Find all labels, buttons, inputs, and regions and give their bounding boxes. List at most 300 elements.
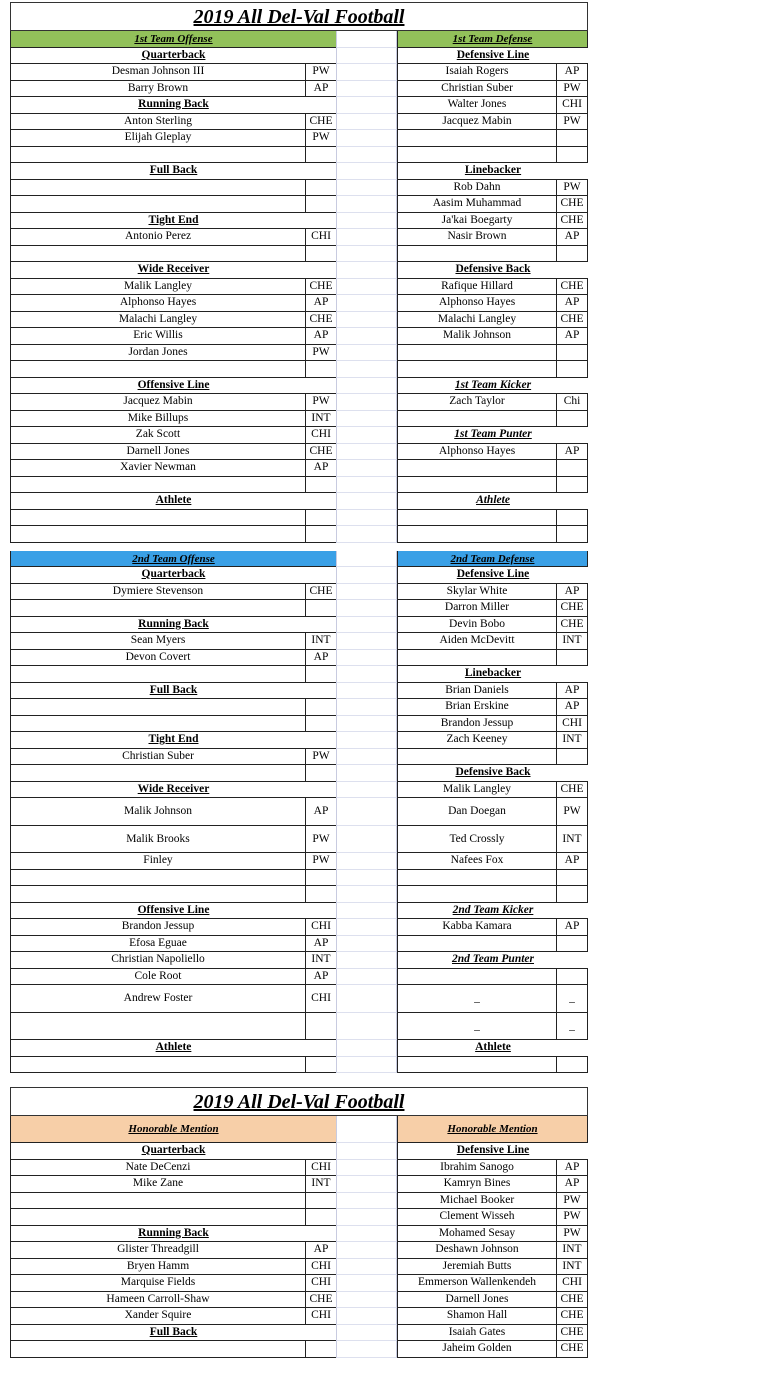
school-right [556,477,588,494]
player-name-left [10,1057,305,1074]
school-right: AP [556,584,588,601]
school-left: AP [305,1242,336,1259]
player-name-right [397,526,556,543]
school-left: CHI [305,1275,336,1292]
player-name-right: Aasim Muhammad [397,196,556,213]
spacer [336,262,397,279]
spacer [336,952,397,969]
spacer [336,477,397,494]
player-name-left: Elijah Gleplay [10,130,305,147]
school-left: CHI [305,1308,336,1325]
player-name-right: Isaiah Rogers [397,64,556,81]
school-left [305,526,336,543]
player-name-right: 1st Team Kicker [397,378,588,395]
school-right [556,130,588,147]
spacer [336,229,397,246]
player-name-left: Sean Myers [10,633,305,650]
spacer [336,1341,397,1358]
school-left: CHI [305,919,336,936]
table-row [10,312,588,329]
table-row [10,163,588,180]
player-name-right: Defensive Back [397,765,588,782]
player-name-left: Dymiere Stevenson [10,584,305,601]
table-row [10,903,588,920]
player-name-right: Nasir Brown [397,229,556,246]
table-row [10,196,588,213]
spacer [336,853,397,870]
school-right: _ [556,1013,588,1041]
section-header-right: 2nd Team Defense [397,551,588,568]
player-name-left: Offensive Line [10,903,336,920]
school-left: AP [305,460,336,477]
school-right: CHI [556,97,588,114]
table-row [10,567,588,584]
school-right [556,246,588,263]
school-left: PW [305,394,336,411]
table-row [10,262,588,279]
school-right: AP [556,1176,588,1193]
player-name-left: Bryen Hamm [10,1259,305,1276]
player-name-left [10,1193,305,1210]
school-left [305,600,336,617]
player-name-left: Finley [10,853,305,870]
school-right: INT [556,633,588,650]
spacer [336,444,397,461]
table-row [10,345,588,362]
table-row [10,952,588,969]
player-name-left: Andrew Foster [10,985,305,1013]
spacer [336,48,397,65]
player-name-right [397,749,556,766]
table-row [10,378,588,395]
school-right [556,510,588,527]
player-name-left [10,1341,305,1358]
spacer [336,97,397,114]
school-right: CHE [556,213,588,230]
spacer [336,510,397,527]
spacer [336,798,397,826]
section-header-row [10,1116,588,1143]
table-row [10,1193,588,1210]
spacer [336,1226,397,1243]
spacer [336,600,397,617]
player-name-right: Mohamed Sesay [397,1226,556,1243]
table-row [10,749,588,766]
player-name-left: Tight End [10,732,336,749]
player-name-left: Tight End [10,213,336,230]
spacer [336,1209,397,1226]
player-name-right: Clement Wisseh [397,1209,556,1226]
table-row [10,295,588,312]
school-right: PW [556,81,588,98]
spacer [336,147,397,164]
spacer [336,1143,397,1160]
player-name-right: Defensive Line [397,48,588,65]
table-row [10,798,588,826]
school-left: CHE [305,1292,336,1309]
table-row [10,985,588,1013]
spacer [336,163,397,180]
page-title: 2019 All Del-Val Football [10,2,588,31]
player-name-left: Efosa Eguae [10,936,305,953]
school-left: AP [305,936,336,953]
spacer [336,617,397,634]
school-right [556,650,588,667]
table-row [10,48,588,65]
spacer [336,130,397,147]
school-right: AP [556,328,588,345]
player-name-right: Alphonso Hayes [397,444,556,461]
player-name-right: Ibrahim Sanogo [397,1160,556,1177]
table-row [10,97,588,114]
player-name-left: Full Back [10,163,336,180]
school-left [305,1193,336,1210]
table-row [10,229,588,246]
school-left [305,180,336,197]
player-name-left: Wide Receiver [10,782,336,799]
school-right [556,361,588,378]
player-name-right: Brian Daniels [397,683,556,700]
school-right [556,147,588,164]
player-name-right: Jeremiah Butts [397,1259,556,1276]
table-row [10,1308,588,1325]
school-left [305,666,336,683]
school-left [305,765,336,782]
table-row [10,765,588,782]
section-header-row [10,551,588,568]
player-name-right: Linebacker [397,666,588,683]
table-row [10,1226,588,1243]
player-name-right: Isaiah Gates [397,1325,556,1342]
table-row [10,584,588,601]
player-name-right: Brian Erskine [397,699,556,716]
player-name-left: Xavier Newman [10,460,305,477]
table-row [10,279,588,296]
player-name-left: Christian Napoliello [10,952,305,969]
player-name-left: Running Back [10,617,336,634]
school-right: PW [556,1226,588,1243]
player-name-right: Jaheim Golden [397,1341,556,1358]
school-left: CHE [305,312,336,329]
spacer [336,213,397,230]
table-row [10,147,588,164]
player-name-left: Full Back [10,683,336,700]
school-left: PW [305,853,336,870]
school-right: AP [556,919,588,936]
school-left: AP [305,650,336,667]
spacer [336,394,397,411]
spacer [336,411,397,428]
player-name-right [397,246,556,263]
player-name-right [397,870,556,887]
table-row [10,666,588,683]
table-row [10,64,588,81]
player-name-right: Malik Langley [397,782,556,799]
table-row [10,1013,588,1041]
player-name-left: Barry Brown [10,81,305,98]
school-right: AP [556,683,588,700]
table-row [10,114,588,131]
table-row [10,969,588,986]
spacer [336,903,397,920]
table-row [10,1209,588,1226]
player-name-left: Quarterback [10,567,336,584]
player-name-right: Ja'kai Boegarty [397,213,556,230]
school-left: CHE [305,584,336,601]
player-name-right [397,345,556,362]
player-name-right: 2nd Team Punter [397,952,588,969]
school-right: AP [556,444,588,461]
school-right [556,460,588,477]
spacer [336,782,397,799]
school-right: PW [556,1209,588,1226]
spacer [336,1275,397,1292]
school-right: INT [556,1259,588,1276]
player-name-right: Brandon Jessup [397,716,556,733]
player-name-left [10,699,305,716]
spacer [336,246,397,263]
player-name-left [10,716,305,733]
school-left: AP [305,81,336,98]
table-row [10,1325,588,1342]
school-right: PW [556,798,588,826]
player-name-right: Deshawn Johnson [397,1242,556,1259]
player-name-right: Malachi Langley [397,312,556,329]
school-left [305,1013,336,1041]
school-left: INT [305,1176,336,1193]
spacer [336,1160,397,1177]
table-row [10,1160,588,1177]
player-name-right: Zach Keeney [397,732,556,749]
player-name-right: Devin Bobo [397,617,556,634]
player-name-right: Skylar White [397,584,556,601]
school-left: PW [305,64,336,81]
table-row [10,493,588,510]
player-name-left: Jordan Jones [10,345,305,362]
player-name-right: 1st Team Punter [397,427,588,444]
player-name-left: Malachi Langley [10,312,305,329]
player-name-right: 2nd Team Kicker [397,903,588,920]
spacer [336,1292,397,1309]
spacer [336,1325,397,1342]
spacer [336,969,397,986]
school-right: AP [556,229,588,246]
school-left: PW [305,130,336,147]
player-name-left [10,147,305,164]
school-left [305,1341,336,1358]
spacer [336,985,397,1013]
school-left: CHE [305,114,336,131]
spacer [336,1308,397,1325]
player-name-right: Kabba Kamara [397,919,556,936]
spacer [336,870,397,887]
table-row [10,130,588,147]
spacer [336,81,397,98]
table-row [10,180,588,197]
school-left: CHI [305,229,336,246]
spacer [336,633,397,650]
spacer [336,1259,397,1276]
table-row [10,394,588,411]
player-name-left: Nate DeCenzi [10,1160,305,1177]
school-right: CHE [556,600,588,617]
section-header-right: Honorable Mention [397,1116,588,1143]
player-name-left: Running Back [10,97,336,114]
school-left: PW [305,826,336,854]
player-name-right: Shamon Hall [397,1308,556,1325]
player-name-right: Jacquez Mabin [397,114,556,131]
player-name-right: Kamryn Bines [397,1176,556,1193]
school-left: INT [305,952,336,969]
player-name-right: Rob Dahn [397,180,556,197]
player-name-left: Quarterback [10,1143,336,1160]
school-right: CHE [556,1308,588,1325]
spacer [336,749,397,766]
player-name-left: Xander Squire [10,1308,305,1325]
player-name-left: Christian Suber [10,749,305,766]
player-name-right: Nafees Fox [397,853,556,870]
school-right: CHE [556,617,588,634]
school-right [556,936,588,953]
spacer [336,64,397,81]
spacer [336,666,397,683]
player-name-left [10,600,305,617]
spacer [336,361,397,378]
school-left: CHE [305,444,336,461]
spacer [336,1116,397,1143]
player-name-left [10,1013,305,1041]
school-left [305,477,336,494]
spacer [336,1176,397,1193]
spacer [336,493,397,510]
player-name-right: Ted Crossly [397,826,556,854]
table-row [10,1057,588,1074]
player-name-left: Offensive Line [10,378,336,395]
school-right: AP [556,64,588,81]
player-name-right [397,411,556,428]
table-row [10,1242,588,1259]
school-left [305,699,336,716]
school-left: PW [305,345,336,362]
section-header-right: 1st Team Defense [397,31,588,48]
table-row [10,699,588,716]
school-left [305,716,336,733]
school-right [556,1057,588,1074]
player-name-left: Hameen Carroll-Shaw [10,1292,305,1309]
school-left: CHI [305,1160,336,1177]
player-name-right: Emmerson Wallenkendeh [397,1275,556,1292]
table-row [10,617,588,634]
table-row [10,1143,588,1160]
spacer [336,460,397,477]
school-right [556,969,588,986]
player-name-right [397,1057,556,1074]
section-header-left: 2nd Team Offense [10,551,336,568]
school-left: AP [305,969,336,986]
table-row [10,919,588,936]
school-left [305,147,336,164]
player-name-left: Jacquez Mabin [10,394,305,411]
school-left: INT [305,411,336,428]
table-row [10,510,588,527]
player-name-right [397,969,556,986]
spacer [336,936,397,953]
section-header-row [10,31,588,48]
spacer [336,567,397,584]
table-row [10,650,588,667]
player-name-left: Athlete [10,1040,336,1057]
spacer [336,295,397,312]
spacer [336,114,397,131]
spacer [336,826,397,854]
player-name-left: Eric Willis [10,328,305,345]
player-name-right [397,510,556,527]
table-row [10,600,588,617]
spacer [336,716,397,733]
player-name-left: Quarterback [10,48,336,65]
player-name-left: Athlete [10,493,336,510]
school-left: PW [305,749,336,766]
school-left [305,1209,336,1226]
school-right: AP [556,853,588,870]
table-row [10,444,588,461]
player-name-left [10,1209,305,1226]
table-row [10,411,588,428]
school-right: INT [556,826,588,854]
spacer [336,279,397,296]
table-row [10,246,588,263]
school-left [305,870,336,887]
school-left: AP [305,328,336,345]
table-row [10,1292,588,1309]
table-row [10,427,588,444]
player-name-right: Aiden McDevitt [397,633,556,650]
school-right [556,886,588,903]
player-name-left: Devon Covert [10,650,305,667]
school-right: CHE [556,1341,588,1358]
player-name-left [10,886,305,903]
player-name-left: Malik Langley [10,279,305,296]
player-name-left: Zak Scott [10,427,305,444]
player-name-left [10,870,305,887]
spacer [336,31,397,48]
table-row [10,526,588,543]
player-name-left: Mike Billups [10,411,305,428]
table-row [10,716,588,733]
school-right [556,870,588,887]
player-name-right: Malik Johnson [397,328,556,345]
school-right [556,749,588,766]
player-name-right: Linebacker [397,163,588,180]
player-name-left [10,477,305,494]
spacer [336,1057,397,1074]
player-name-left: Brandon Jessup [10,919,305,936]
spacer [336,180,397,197]
table-row [10,633,588,650]
table-row [10,1040,588,1057]
school-left [305,361,336,378]
school-right: AP [556,699,588,716]
spacer [336,378,397,395]
school-right: CHI [556,1275,588,1292]
player-name-left [10,666,305,683]
player-name-left: Malik Johnson [10,798,305,826]
school-right: CHE [556,196,588,213]
school-left [305,886,336,903]
table-row [10,1259,588,1276]
school-right: INT [556,732,588,749]
spacer [336,196,397,213]
